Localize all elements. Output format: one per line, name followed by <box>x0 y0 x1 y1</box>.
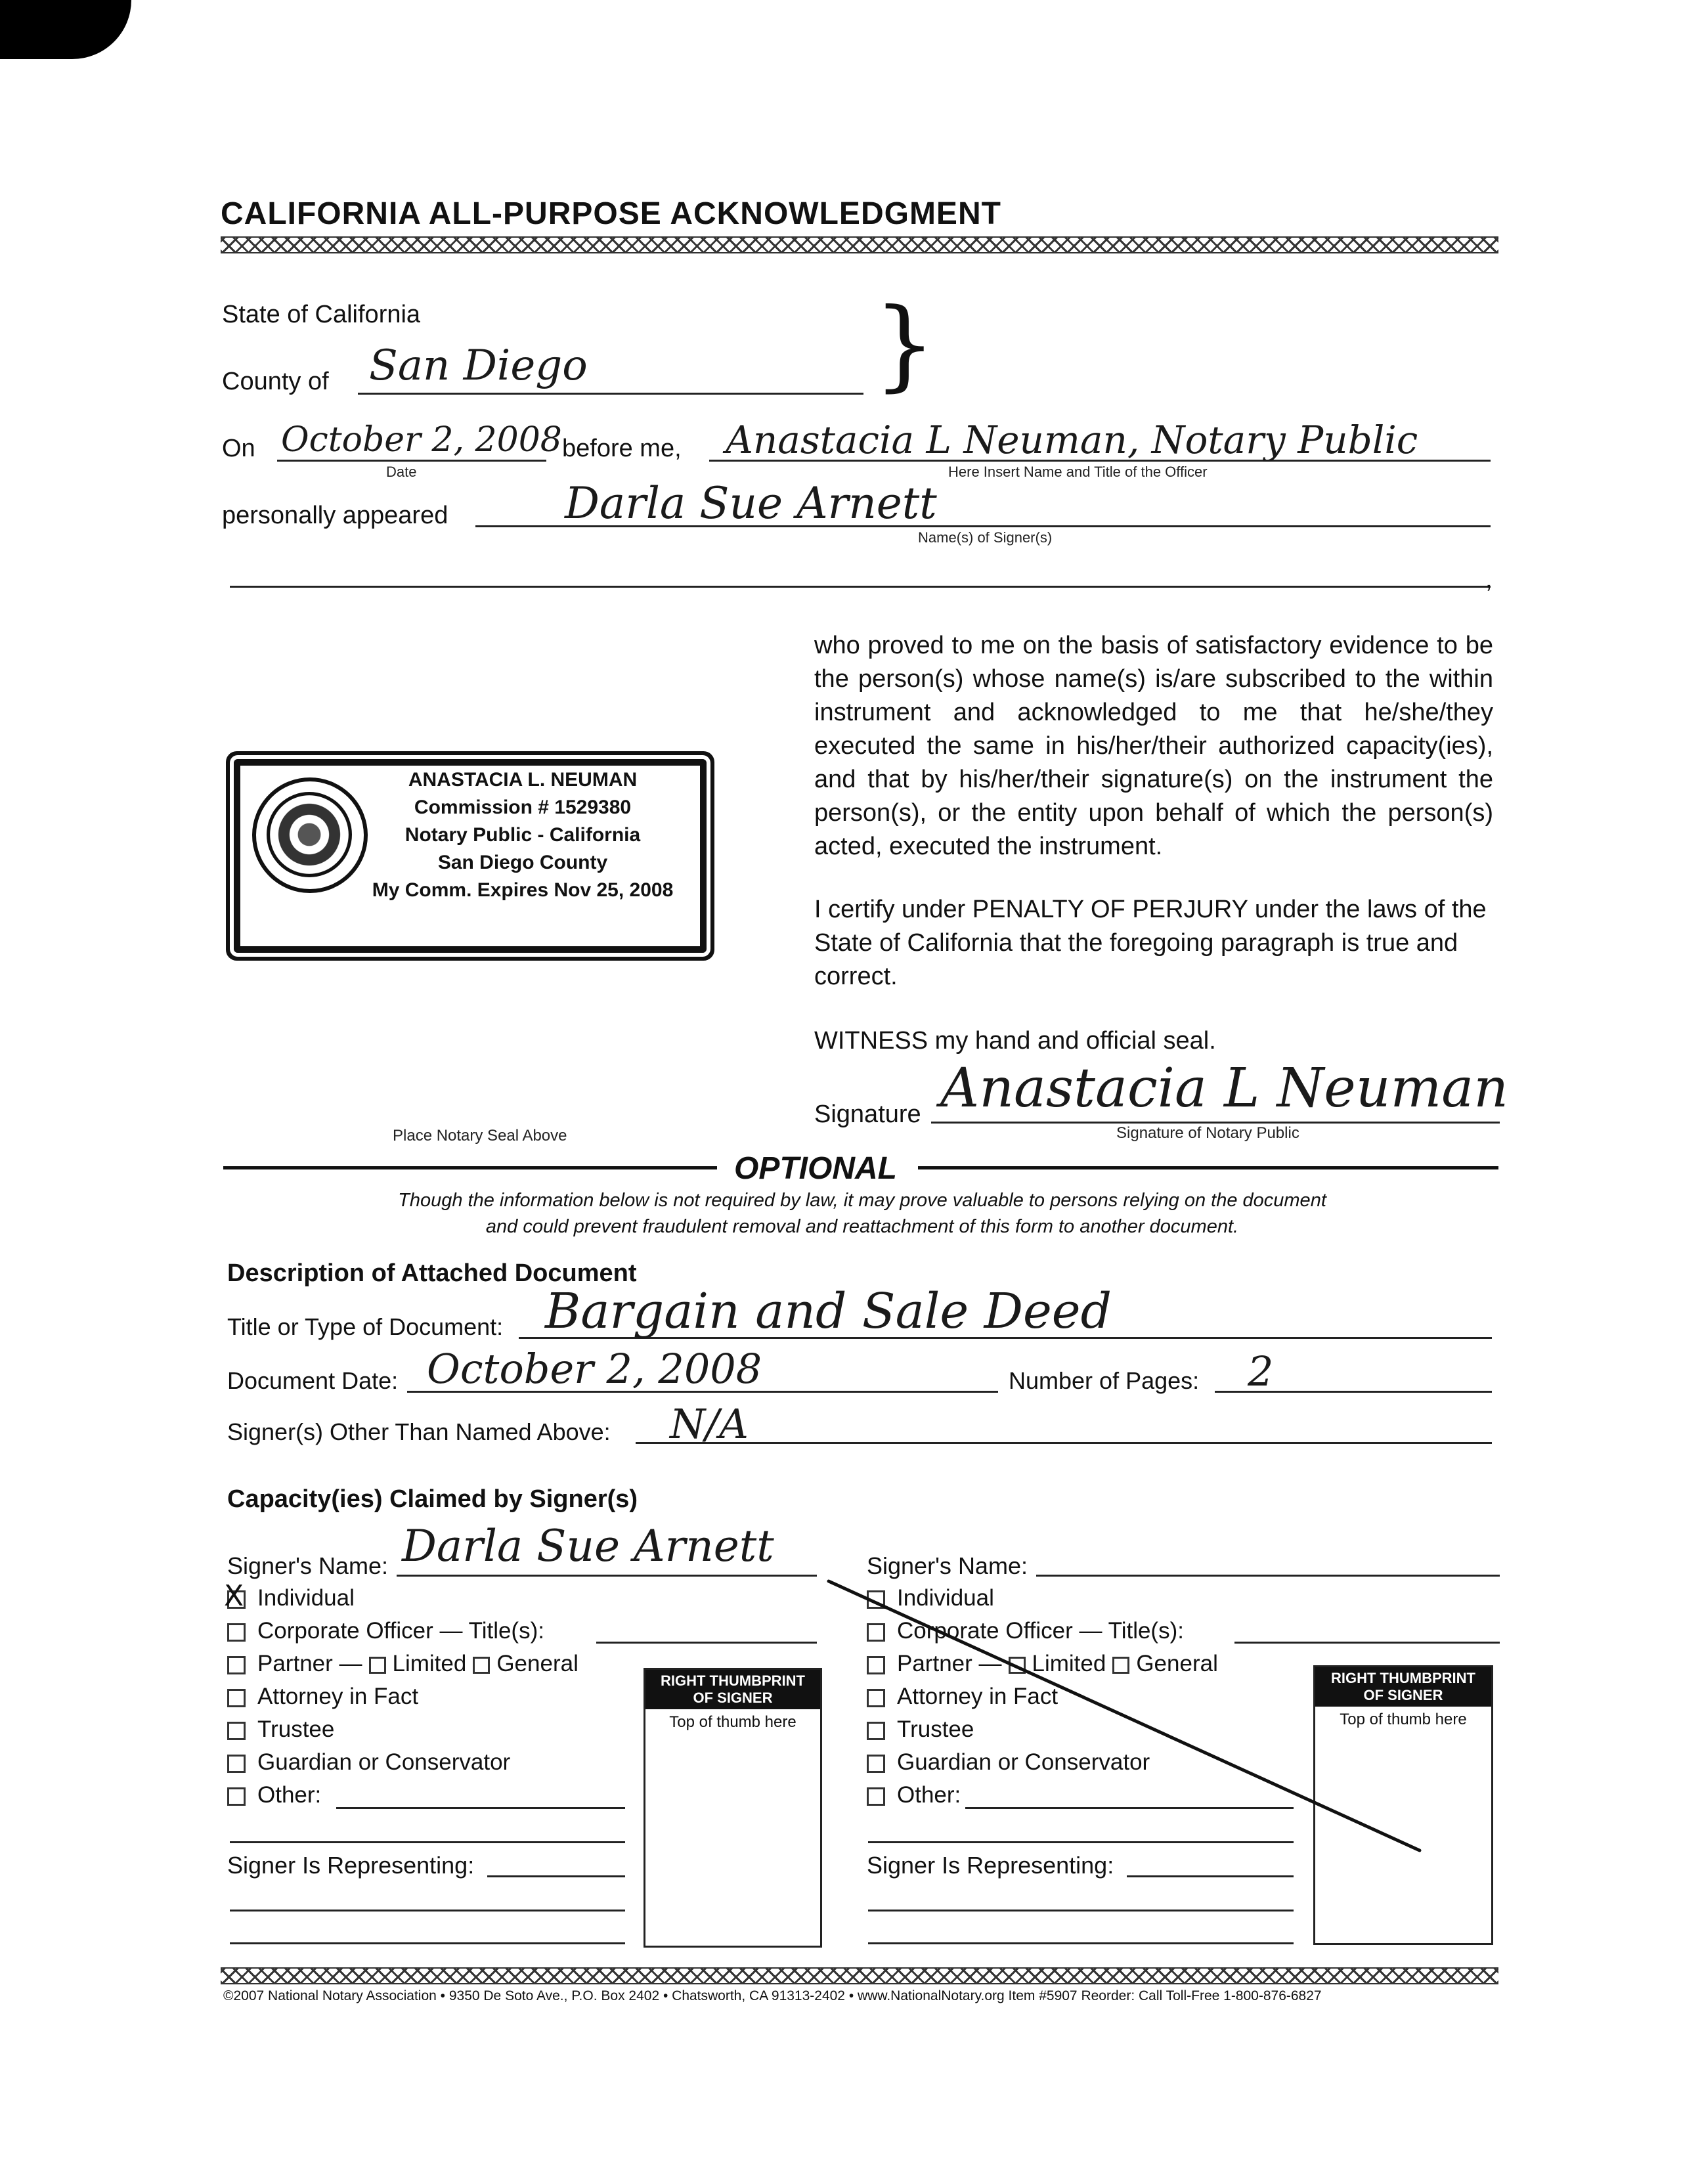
left-signer-name-value: Darla Sue Arnett <box>402 1521 774 1571</box>
optional-note-1: Though the information below is not required by law, it may prove valuable to persons relying on the document <box>398 1190 1326 1211</box>
right-partner-label: Partner — <box>897 1651 1002 1676</box>
right-attorney-label: Attorney in Fact <box>897 1684 1058 1709</box>
left-limited-label: Limited <box>392 1651 467 1676</box>
statement-paragraph-1: who proved to me on the basis of satisfactory evidence to be the person(s) whose name(s) is/are subscribed to the within instrument and acknowledged to me that he/she/they executed the same in his/her/their authorized capacity(ies), and that by his/her/their signature(s) on the instrument the person(s), or the entity upon behalf of which the person(s) acted, executed the instrument. <box>814 632 1493 860</box>
left-other-label: Other: <box>257 1782 322 1808</box>
optional-note-2: and could prevent fraudulent removal and reattachment of this form to another document. <box>485 1216 1239 1237</box>
left-general-label: General <box>496 1651 578 1676</box>
decorative-border-bottom <box>221 1967 1498 1984</box>
seal-line-name: ANASTACIA L. NEUMAN <box>408 769 638 791</box>
capacity-heading: Capacity(ies) Claimed by Signer(s) <box>227 1485 638 1513</box>
right-general-label: General <box>1136 1651 1218 1676</box>
right-limited-label: Limited <box>1032 1651 1106 1676</box>
before-me-label: before me, <box>562 435 682 462</box>
footer-text: ©2007 National Notary Association • 9350 De Soto Ave., P.O. Box 2402 • Chatsworth, CA 91313-2402 • www.NationalNotary.org Item #5907 Reorder: Call Toll-Free 1-800-876-6827 <box>223 1988 1322 2003</box>
left-thumbprint-sub: Top of thumb here <box>669 1713 796 1731</box>
left-attorney-label: Attorney in Fact <box>257 1684 419 1709</box>
right-other-label: Other: <box>897 1782 961 1808</box>
other-signers-label: Signer(s) Other Than Named Above: <box>227 1418 611 1445</box>
right-trustee-label: Trustee <box>897 1716 974 1742</box>
left-guardian-label: Guardian or Conservator <box>257 1749 511 1775</box>
left-individual-label: Individual <box>257 1585 355 1611</box>
signature-label: Signature <box>814 1101 921 1128</box>
seal-line-county: San Diego County <box>437 852 608 873</box>
left-trustee-label: Trustee <box>257 1716 335 1742</box>
title-label: Title or Type of Document: <box>227 1313 504 1340</box>
left-corporate-label: Corporate Officer — Title(s): <box>257 1618 544 1644</box>
optional-heading: OPTIONAL <box>734 1151 897 1186</box>
county-value: San Diego <box>369 341 588 390</box>
form-title: CALIFORNIA ALL-PURPOSE ACKNOWLEDGMENT <box>221 196 1001 231</box>
notary-signature: Anastacia L Neuman <box>940 1057 1509 1120</box>
title-value: Bargain and Sale Deed <box>545 1283 1112 1340</box>
other-signers-value: N/A <box>670 1400 749 1448</box>
signer-value: Darla Sue Arnett <box>565 478 937 529</box>
officer-caption: Here Insert Name and Title of the Officer <box>948 464 1208 480</box>
comma: , <box>1485 566 1493 594</box>
date-value: October 2, 2008 <box>281 420 562 460</box>
right-guardian-label: Guardian or Conservator <box>897 1749 1150 1775</box>
seal-caption: Place Notary Seal Above <box>393 1127 567 1145</box>
left-thumbprint-title-1: RIGHT THUMBPRINT <box>661 1672 805 1689</box>
appeared-label: personally appeared <box>222 502 448 529</box>
right-corporate-label: Corporate Officer — Title(s): <box>897 1618 1184 1644</box>
pages-value: 2 <box>1248 1347 1274 1395</box>
pages-label: Number of Pages: <box>1009 1367 1200 1394</box>
on-label: On <box>222 435 255 462</box>
right-signer-name-label: Signer's Name: <box>867 1552 1028 1579</box>
left-signer-name-label: Signer's Name: <box>227 1552 388 1579</box>
left-representing-label: Signer Is Representing: <box>227 1852 475 1879</box>
doc-date-value: October 2, 2008 <box>427 1345 762 1393</box>
statement-paragraph-2: I certify under PENALTY OF PERJURY under the laws of the State of California that the foregoing paragraph is true and correct. <box>814 896 1487 990</box>
witness-line: WITNESS my hand and official seal. <box>814 1027 1216 1055</box>
left-partner-label: Partner — <box>257 1651 362 1676</box>
left-thumbprint-title-2: OF SIGNER <box>693 1690 773 1706</box>
right-thumbprint-title-2: OF SIGNER <box>1363 1687 1443 1703</box>
right-thumbprint-title-1: RIGHT THUMBPRINT <box>1331 1670 1475 1686</box>
county-label: County of <box>222 368 329 395</box>
date-caption: Date <box>386 464 417 480</box>
doc-date-label: Document Date: <box>227 1367 399 1394</box>
right-representing-label: Signer Is Representing: <box>867 1852 1114 1879</box>
seal-line-expiry: My Comm. Expires Nov 25, 2008 <box>372 879 674 901</box>
seal-line-title: Notary Public - California <box>404 824 641 846</box>
seal-line-commission: Commission # 1529380 <box>414 797 632 818</box>
left-individual-check-mark: X <box>224 1579 244 1613</box>
right-individual-label: Individual <box>897 1585 994 1611</box>
state-label: State of California <box>222 301 421 328</box>
desc-heading: Description of Attached Document <box>227 1259 637 1287</box>
right-thumbprint-sub: Top of thumb here <box>1340 1711 1467 1728</box>
signature-caption: Signature of Notary Public <box>1116 1124 1299 1142</box>
signer-caption: Name(s) of Signer(s) <box>918 529 1053 546</box>
bracket: } <box>873 288 936 402</box>
officer-value: Anastacia L Neuman, Notary Public <box>726 418 1418 462</box>
